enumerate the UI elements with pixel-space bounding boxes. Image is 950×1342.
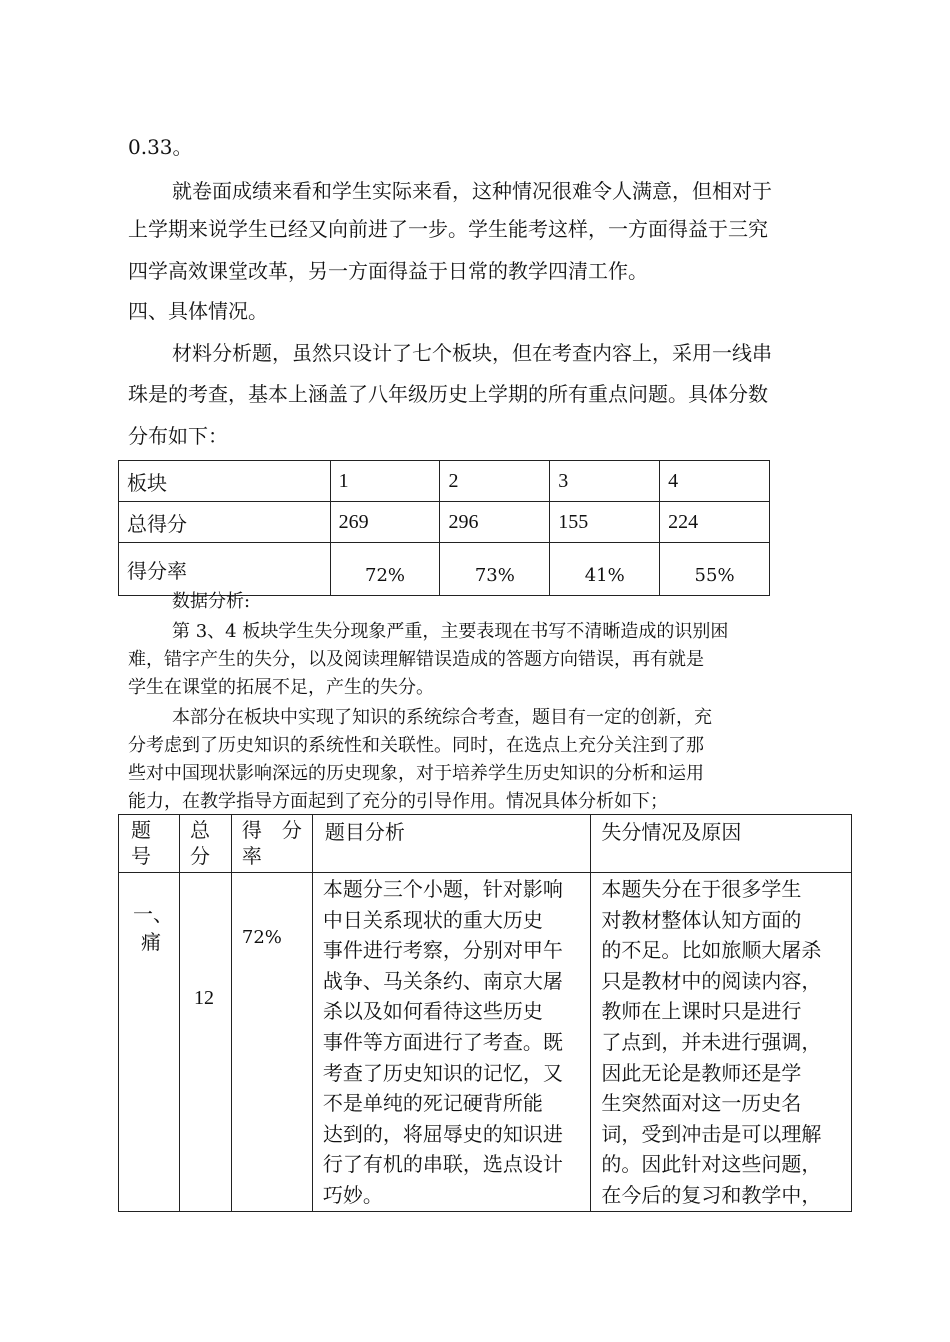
analysis-line: 事件等方面进行了考查。既 [322, 1029, 563, 1054]
table-cell: 1 [330, 461, 440, 502]
table-header-cell [179, 815, 231, 873]
table-row [119, 815, 852, 873]
table-cell [231, 873, 312, 1212]
table-cell: 155 [550, 502, 660, 543]
header-text: 题 [131, 818, 151, 842]
analysis-line: 中日关系现状的重大历史 [322, 907, 543, 932]
table-cell: 296 [440, 502, 550, 543]
table-cell [119, 873, 180, 1212]
reason-line: 本题失分在于很多学生 [601, 877, 802, 901]
table-row [119, 502, 770, 543]
table-header-cell: 失分情况及原因 [591, 815, 852, 873]
paragraph-line: 就卷面成绩来看和学生实际来看，这种情况很难令人满意，但相对于 [172, 179, 772, 203]
header-text: 得 分 [241, 818, 302, 842]
analysis-line: 本题分三个小题，针对影响 [322, 877, 563, 901]
paragraph-line: 0.33。 [128, 135, 193, 159]
reason-line: 的。因此针对这些问题， [601, 1152, 822, 1177]
header-text: 总 [189, 818, 210, 842]
analysis-line: 事件进行考察，分别对甲午 [322, 938, 563, 963]
table-cell: 总得分 [119, 502, 331, 543]
table-cell: 269 [330, 502, 440, 543]
question-number: 一、 [133, 902, 173, 926]
score-rate: 72% [241, 927, 282, 948]
paragraph-line: 材料分析题，虽然只设计了七个板块，但在考查内容上，采用一线串 [172, 341, 772, 365]
header-text: 分 [189, 844, 210, 868]
reason-line: 对教材整体认知方面的 [601, 907, 802, 932]
paragraph-line: 能力，在教学指导方面起到了充分的引导作用。情况具体分析如下； [128, 791, 668, 812]
header-text: 号 [131, 844, 151, 868]
paragraph-line: 本部分在板块中实现了知识的系统综合考查，题目有一定的创新，充 [172, 707, 712, 728]
table-cell: 72% [330, 543, 440, 596]
table-cell [591, 873, 852, 1212]
section-heading: 四、具体情况。 [128, 299, 268, 323]
table-cell [179, 873, 231, 1212]
reason-line: 在今后的复习和教学中， [601, 1182, 822, 1207]
table-header-cell [231, 815, 312, 873]
table-cell: 41% [550, 543, 660, 596]
analysis-line: 达到的，将屈辱史的知识进 [322, 1121, 563, 1146]
table-row [119, 873, 852, 1212]
reason-line: 因此无论是教师还是学 [601, 1060, 802, 1085]
paragraph-line: 分布如下： [128, 424, 228, 448]
table-cell: 73% [440, 543, 550, 596]
score-distribution-table [118, 460, 770, 596]
analysis-line: 行了有机的串联，选点设计 [322, 1152, 563, 1177]
analysis-line: 不是单纯的死记硬背所能 [322, 1091, 543, 1116]
header-text: 率 [241, 844, 262, 868]
analysis-line: 杀以及如何看待这些历史 [322, 999, 543, 1024]
table-row [119, 543, 770, 596]
reason-line: 教师在上课时只是进行 [601, 999, 802, 1024]
table-header-cell: 题目分析 [312, 815, 591, 873]
reason-line: 只是教材中的阅读内容， [601, 968, 822, 993]
paragraph-line: 分考虑到了历史知识的系统性和关联性。同时，在选点上充分关注到了那 [128, 735, 704, 756]
table-cell: 板块 [119, 461, 331, 502]
total-score: 12 [193, 987, 214, 1009]
paragraph-line: 四学高效课堂改革，另一方面得益于日常的教学四清工作。 [128, 259, 648, 283]
table-cell: 4 [660, 461, 770, 502]
paragraph-line: 难，错字产生的失分，以及阅读理解错误造成的答题方向错误，再有就是 [128, 649, 704, 670]
analysis-line: 考查了历史知识的记忆，又 [322, 1060, 563, 1085]
reason-line: 词，受到冲击是可以理解 [601, 1121, 822, 1146]
question-number: 痛 [141, 930, 161, 954]
paragraph-line: 数据分析: [172, 591, 251, 612]
table-cell: 224 [660, 502, 770, 543]
reason-line: 的不足。比如旅顺大屠杀 [601, 938, 822, 963]
reason-line: 了点到，并未进行强调， [601, 1029, 822, 1054]
paragraph-line: 第 3、4 板块学生失分现象严重，主要表现在书写不清晰造成的识别困 [172, 621, 729, 642]
table-row [119, 461, 770, 502]
table-cell: 55% [660, 543, 770, 596]
question-analysis-table [118, 814, 852, 1212]
reason-line: 生突然面对这一历史名 [601, 1091, 802, 1116]
paragraph-line: 珠是的考查，基本上涵盖了八年级历史上学期的所有重点问题。具体分数 [128, 382, 768, 406]
table-cell: 得分率 [119, 543, 331, 596]
table-header-cell [119, 815, 180, 873]
table-cell: 2 [440, 461, 550, 502]
paragraph-line: 上学期来说学生已经又向前进了一步。学生能考这样，一方面得益于三究 [128, 217, 768, 241]
table-cell [312, 873, 591, 1212]
analysis-line: 巧妙。 [322, 1182, 383, 1207]
paragraph-line: 些对中国现状影响深远的历史现象，对于培养学生历史知识的分析和运用 [128, 763, 704, 784]
paragraph-line: 学生在课堂的拓展不足，产生的失分。 [128, 677, 434, 698]
analysis-line: 战争、马关条约、南京大屠 [322, 968, 563, 993]
table-cell: 3 [550, 461, 660, 502]
